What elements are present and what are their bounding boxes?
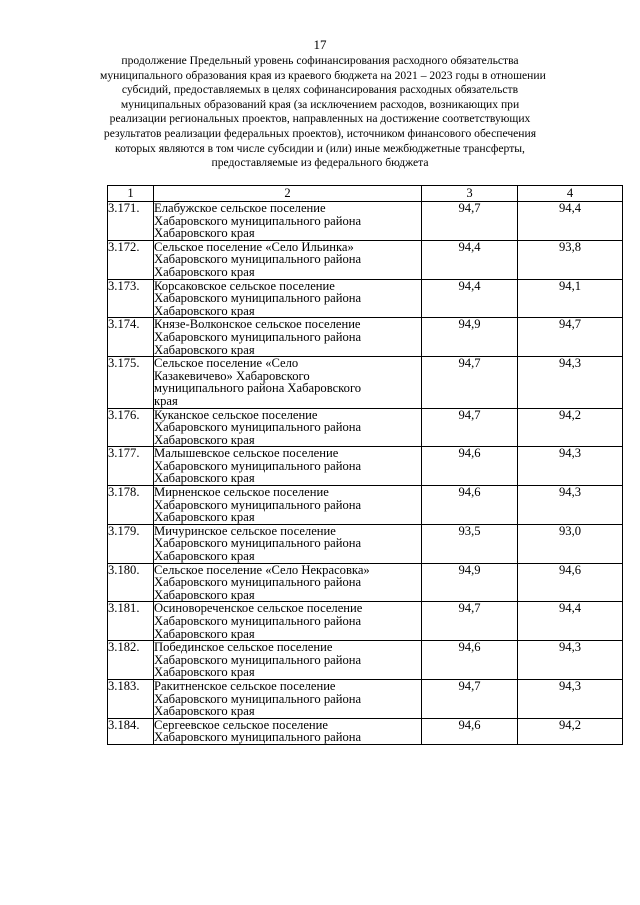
row-number: 3.171. bbox=[108, 202, 154, 241]
municipality-name bbox=[154, 240, 422, 279]
row-number: 3.178. bbox=[108, 486, 154, 525]
municipality-name bbox=[154, 679, 422, 718]
municipality-name-line: Хабаровского края bbox=[154, 471, 255, 486]
table-row bbox=[108, 202, 623, 241]
value-col-3: 94,7 bbox=[422, 679, 518, 718]
municipality-name bbox=[154, 641, 422, 680]
table-header-row bbox=[108, 186, 623, 202]
value-col-3: 94,9 bbox=[422, 318, 518, 357]
municipality-name-line: Елабужское сельское поселение bbox=[154, 201, 326, 215]
municipality-name-line: Сельское поселение «Село Ильинка» bbox=[154, 239, 354, 254]
value-col-3: 94,4 bbox=[422, 240, 518, 279]
row-number: 3.180. bbox=[108, 563, 154, 602]
municipality-name-line: Хабаровского края bbox=[154, 303, 255, 318]
municipality-name bbox=[154, 408, 422, 447]
table-row bbox=[108, 718, 623, 744]
table-row bbox=[108, 447, 623, 486]
municipality-name-line: Побединское сельское поселение bbox=[154, 640, 333, 655]
table-row bbox=[108, 524, 623, 563]
municipality-name-line: Хабаровского края bbox=[154, 432, 255, 447]
municipality-name-line: Хабаровского муниципального района bbox=[154, 614, 362, 628]
municipality-name-line: Хабаровского края bbox=[154, 587, 255, 602]
value-col-3: 94,7 bbox=[422, 202, 518, 241]
row-number: 3.172. bbox=[108, 240, 154, 279]
heading-line: муниципального образования края из краевого бюджета на 2021 – 2023 годы в отношении bbox=[100, 68, 546, 82]
value-col-4: 94,1 bbox=[518, 279, 623, 318]
municipality-name-line: Хабаровского края bbox=[154, 549, 255, 564]
municipality-name-line: Хабаровского края bbox=[154, 626, 255, 641]
value-col-3: 94,6 bbox=[422, 447, 518, 486]
municipality-name bbox=[154, 202, 422, 241]
value-col-4: 94,7 bbox=[518, 318, 623, 357]
heading-line: предоставляемые из федерального бюджета bbox=[211, 156, 429, 170]
table-row bbox=[108, 408, 623, 447]
municipality-name-line: края bbox=[154, 393, 178, 408]
row-number: 3.181. bbox=[108, 602, 154, 641]
heading-line: субсидий, предоставляемых в целях софинансирования расходных обязательств bbox=[121, 83, 519, 97]
column-header-1: 1 bbox=[108, 186, 154, 202]
municipality-name-line: Хабаровского муниципального района bbox=[154, 536, 362, 551]
municipality-name-line: Хабаровского муниципального района bbox=[154, 575, 362, 590]
municipality-name-line: Хабаровского муниципального района bbox=[154, 213, 362, 228]
row-number: 3.175. bbox=[108, 357, 154, 408]
municipality-name bbox=[154, 563, 422, 602]
municipality-name-line: Осиновореченское сельское поселение bbox=[154, 601, 363, 616]
municipality-name-line: Корсаковское сельское поселение bbox=[154, 278, 335, 293]
municipality-name-line: Хабаровского края bbox=[154, 665, 255, 680]
value-col-4: 94,2 bbox=[518, 718, 623, 744]
municipality-name-line: Хабаровского муниципального района bbox=[154, 291, 362, 306]
page-number: 17 bbox=[313, 37, 327, 52]
value-col-4: 94,6 bbox=[518, 563, 623, 602]
value-col-4: 94,3 bbox=[518, 486, 623, 525]
municipality-name bbox=[154, 524, 422, 563]
row-number: 3.179. bbox=[108, 524, 154, 563]
value-col-3: 94,7 bbox=[422, 602, 518, 641]
table-row bbox=[108, 679, 623, 718]
municipality-name-line: Куканское сельское поселение bbox=[154, 407, 318, 422]
municipality-name-line: Мичуринское сельское поселение bbox=[154, 523, 336, 538]
row-number: 3.183. bbox=[108, 679, 154, 718]
value-col-4: 94,4 bbox=[518, 202, 623, 241]
municipality-name-line: Хабаровского края bbox=[154, 510, 255, 525]
municipality-name-line: Хабаровского края bbox=[154, 226, 255, 241]
row-number: 3.177. bbox=[108, 447, 154, 486]
heading-line: которых являются в том числе субсидии и (или) иные межбюджетные трансферты, bbox=[115, 141, 525, 155]
value-col-3: 94,6 bbox=[422, 641, 518, 680]
row-number: 3.182. bbox=[108, 641, 154, 680]
value-col-4: 94,3 bbox=[518, 679, 623, 718]
municipality-name bbox=[154, 318, 422, 357]
municipality-name-line: Ракитненское сельское поселение bbox=[154, 678, 336, 693]
municipality-name bbox=[154, 718, 422, 744]
table-row bbox=[108, 240, 623, 279]
municipality-name-line: Сельское поселение «Село bbox=[154, 356, 299, 371]
row-number: 3.176. bbox=[108, 408, 154, 447]
municipality-name-line: Хабаровского муниципального района bbox=[154, 497, 362, 512]
value-col-3: 94,6 bbox=[422, 718, 518, 744]
value-col-4: 93,8 bbox=[518, 240, 623, 279]
heading-line: муниципальных образований края (за исключением расходов, возникающих при bbox=[120, 97, 520, 111]
value-col-4: 94,3 bbox=[518, 641, 623, 680]
value-col-4: 94,4 bbox=[518, 602, 623, 641]
table-row bbox=[108, 318, 623, 357]
municipality-name-line: Хабаровского муниципального района bbox=[154, 730, 362, 745]
table-row bbox=[108, 486, 623, 525]
municipality-name-line: Хабаровского муниципального района bbox=[154, 420, 362, 435]
value-col-3: 93,5 bbox=[422, 524, 518, 563]
subsidy-table bbox=[107, 185, 623, 745]
value-col-3: 94,7 bbox=[422, 408, 518, 447]
value-col-4: 94,3 bbox=[518, 447, 623, 486]
municipality-name-line: Хабаровского муниципального района bbox=[154, 252, 362, 267]
municipality-name-line: Сергеевское сельское поселение bbox=[154, 717, 328, 732]
municipality-name-line: Князе-Волконское сельское поселение bbox=[154, 317, 361, 332]
municipality-name-line: Хабаровского края bbox=[154, 342, 255, 357]
row-number: 3.174. bbox=[108, 318, 154, 357]
heading-line: продолжение Предельный уровень софинансирования расходного обязательства bbox=[121, 54, 519, 67]
municipality-name-line: Мирненское сельское поселение bbox=[154, 485, 329, 500]
municipality-name-line: Хабаровского муниципального района bbox=[154, 652, 362, 667]
municipality-name bbox=[154, 602, 422, 641]
table-row bbox=[108, 563, 623, 602]
table-row bbox=[108, 641, 623, 680]
value-col-4: 93,0 bbox=[518, 524, 623, 563]
value-col-3: 94,4 bbox=[422, 279, 518, 318]
value-col-4: 94,3 bbox=[518, 357, 623, 408]
municipality-name bbox=[154, 486, 422, 525]
heading-line: результатов реализации федеральных проектов), источником финансового обеспечения bbox=[103, 126, 537, 140]
municipality-name bbox=[154, 279, 422, 318]
table-row bbox=[108, 357, 623, 408]
municipality-name-line: Хабаровского муниципального района bbox=[154, 329, 362, 344]
document-heading bbox=[100, 54, 546, 171]
value-col-4: 94,2 bbox=[518, 408, 623, 447]
table-row bbox=[108, 279, 623, 318]
municipality-name-line: Хабаровского края bbox=[154, 704, 255, 719]
value-col-3: 94,6 bbox=[422, 486, 518, 525]
row-number: 3.173. bbox=[108, 279, 154, 318]
municipality-name bbox=[154, 447, 422, 486]
municipality-name-line: Казакевичево» Хабаровского bbox=[154, 368, 310, 383]
value-col-3: 94,9 bbox=[422, 563, 518, 602]
column-header-2: 2 bbox=[154, 186, 422, 202]
municipality-name-line: Сельское поселение «Село Некрасовка» bbox=[154, 562, 370, 577]
municipality-name-line: Хабаровского края bbox=[154, 264, 255, 279]
column-header-3: 3 bbox=[422, 186, 518, 202]
heading-line: реализации региональных проектов, направленных на достижение соответствующих bbox=[109, 112, 531, 126]
municipality-name-line: муниципального района Хабаровского bbox=[154, 381, 362, 396]
municipality-name-line: Малышевское сельское поселение bbox=[154, 446, 339, 461]
value-col-3: 94,7 bbox=[422, 357, 518, 408]
municipality-name-line: Хабаровского муниципального района bbox=[154, 691, 362, 706]
municipality-name-line: Хабаровского муниципального района bbox=[154, 458, 362, 473]
row-number: 3.184. bbox=[108, 718, 154, 744]
table-row bbox=[108, 602, 623, 641]
municipality-name bbox=[154, 357, 422, 408]
column-header-4: 4 bbox=[518, 186, 623, 202]
